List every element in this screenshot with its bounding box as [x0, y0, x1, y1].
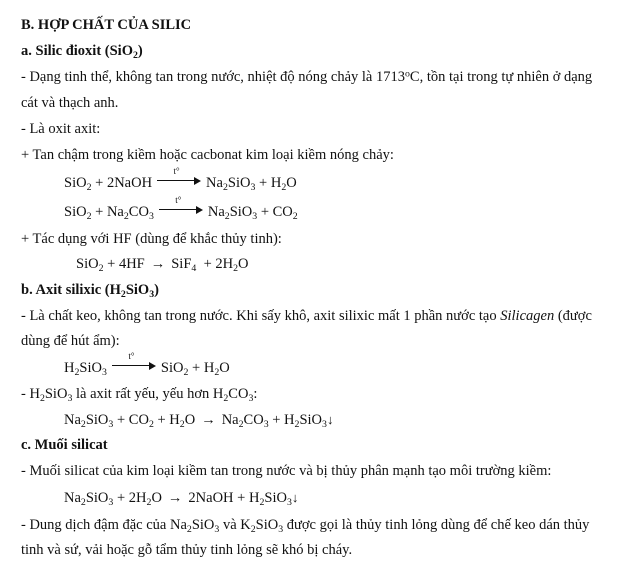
para-a-2: - Là oxit axit:: [21, 121, 101, 137]
equation-5: $Na_2SiO_3 + CO_2 + H_2O \to Na_2CO_3$ + $H_2SiO_3↓$: [64, 412, 334, 430]
equation-2: $SiO_2 + Na_2CO_3$ t° $Na_2SiO_3 + CO_2$: [64, 195, 298, 222]
reaction-arrow: t°: [159, 204, 203, 214]
para-c-1: - Muối silicat của kim loại kiềm tan trong nước và bị thủy phân mạnh tạo môi trường kiềm:: [21, 463, 552, 479]
reaction-arrow: t°: [157, 175, 201, 185]
equation-6: $Na_2SiO_3 + 2H_2O$ → 2NaOH + $H_2SiO_3↓$: [64, 490, 299, 508]
heading-c: c. Muối silicat: [21, 437, 108, 453]
precipitate-arrow-icon: ↓: [326, 412, 334, 427]
para-c-2: - Dung dịch đậm đặc của $Na_2SiO_3$ và $K_2SiO_3$ được gọi là thủy tinh lỏng dùng để chế keo dán thủy: [21, 517, 590, 535]
para-a-1-cont: cát và thạch anh.: [21, 95, 119, 111]
equation-4: $H_2SiO_3$ t° $SiO_2 + H_2O$: [64, 351, 230, 378]
equation-3: $SiO_2 + 4HF \to SiF_4 + 2H_2O$: [76, 256, 249, 274]
para-b-1: - Là chất keo, không tan trong nước. Khi sấy khô, axit silixic mất 1 phần nước tạo Silicagen (được: [21, 308, 592, 324]
para-c-2-cont: tinh và sứ, vải hoặc gỗ tẩm thủy tinh lỏng sẽ khó bị cháy.: [21, 542, 353, 558]
para-b-2: - $H_2SiO_3$ là axit rất yếu, yếu hơn $H_2CO_3$:: [21, 386, 258, 404]
heading-b: b. Axit silixic $(H_2SiO_3)$: [21, 282, 159, 300]
para-b-1-cont: dùng để hút ẩm):: [21, 333, 120, 349]
heading-a: a. Silic đioxit (SiO$_2$): [21, 43, 143, 61]
para-a-4: + Tác dụng với HF (dùng để khắc thủy tinh):: [21, 231, 282, 247]
precipitate-arrow-icon: ↓: [291, 490, 299, 505]
equation-1: SiO$_2$ + 2NaOH t° $Na_2SiO_3 + H_2O$: [64, 166, 297, 193]
para-a-1: - Dạng tinh thể, không tan trong nước, nhiệt độ nóng chảy là 1713$^o$C, tồn tại trong tự nhiên ở dạng: [21, 68, 593, 85]
section-title: B. HỢP CHẤT CỦA SILIC: [21, 17, 192, 33]
para-a-3: + Tan chậm trong kiềm hoặc cacbonat kim loại kiềm nóng chảy:: [21, 147, 394, 163]
reaction-arrow: t°: [112, 360, 156, 370]
